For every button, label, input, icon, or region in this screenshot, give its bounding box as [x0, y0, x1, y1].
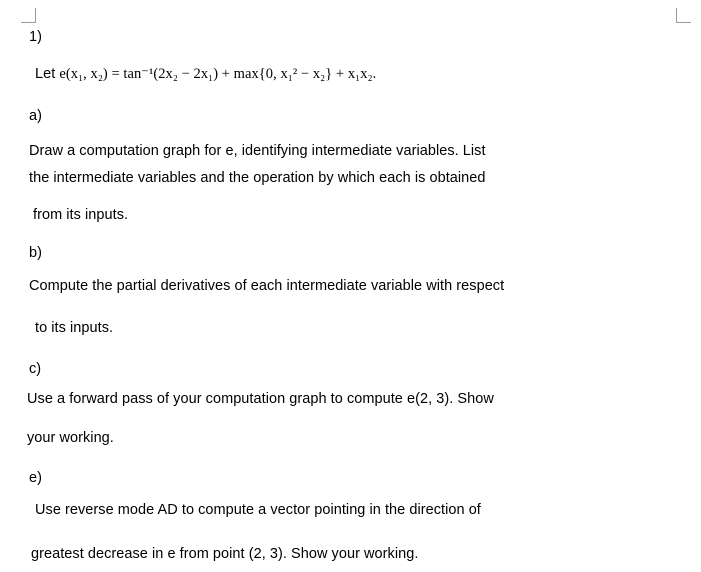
part-e-text-line-2: greatest decrease in e from point (2, 3). Show your working.	[31, 546, 419, 562]
part-b-label: b)	[29, 245, 42, 261]
part-b-text-line-1: Compute the partial derivatives of each intermediate variable with respect	[29, 278, 505, 294]
part-a-label: a)	[29, 108, 42, 124]
question-number: 1)	[29, 29, 42, 45]
definition-prefix: Let	[35, 66, 56, 82]
part-c-text-line-1: Use a forward pass of your computation graph to compute e(2, 3). Show	[27, 391, 494, 407]
part-a-text-line-1: Draw a computation graph for e, identifying intermediate variables. List	[29, 143, 486, 159]
part-c-text-line-2: your working.	[27, 430, 114, 446]
crop-mark-top-right	[676, 8, 691, 23]
part-e-label: e)	[29, 470, 42, 486]
part-a-text-line-2: the intermediate variables and the operation by which each is obtained	[29, 170, 486, 186]
definition-formula: e(x₁, x₂) = tan⁻¹(2x₂ − 2x₁) + max{0, x₁² − x₂} + x₁x₂.	[59, 66, 377, 82]
part-b-text-line-2: to its inputs.	[35, 320, 114, 336]
part-c-label: c)	[29, 361, 42, 377]
function-definition	[35, 66, 376, 83]
crop-mark-top-left	[21, 8, 36, 23]
part-e-text-line-1: Use reverse mode AD to compute a vector pointing in the direction of	[35, 502, 481, 518]
part-a-text-line-3: from its inputs.	[33, 207, 129, 223]
